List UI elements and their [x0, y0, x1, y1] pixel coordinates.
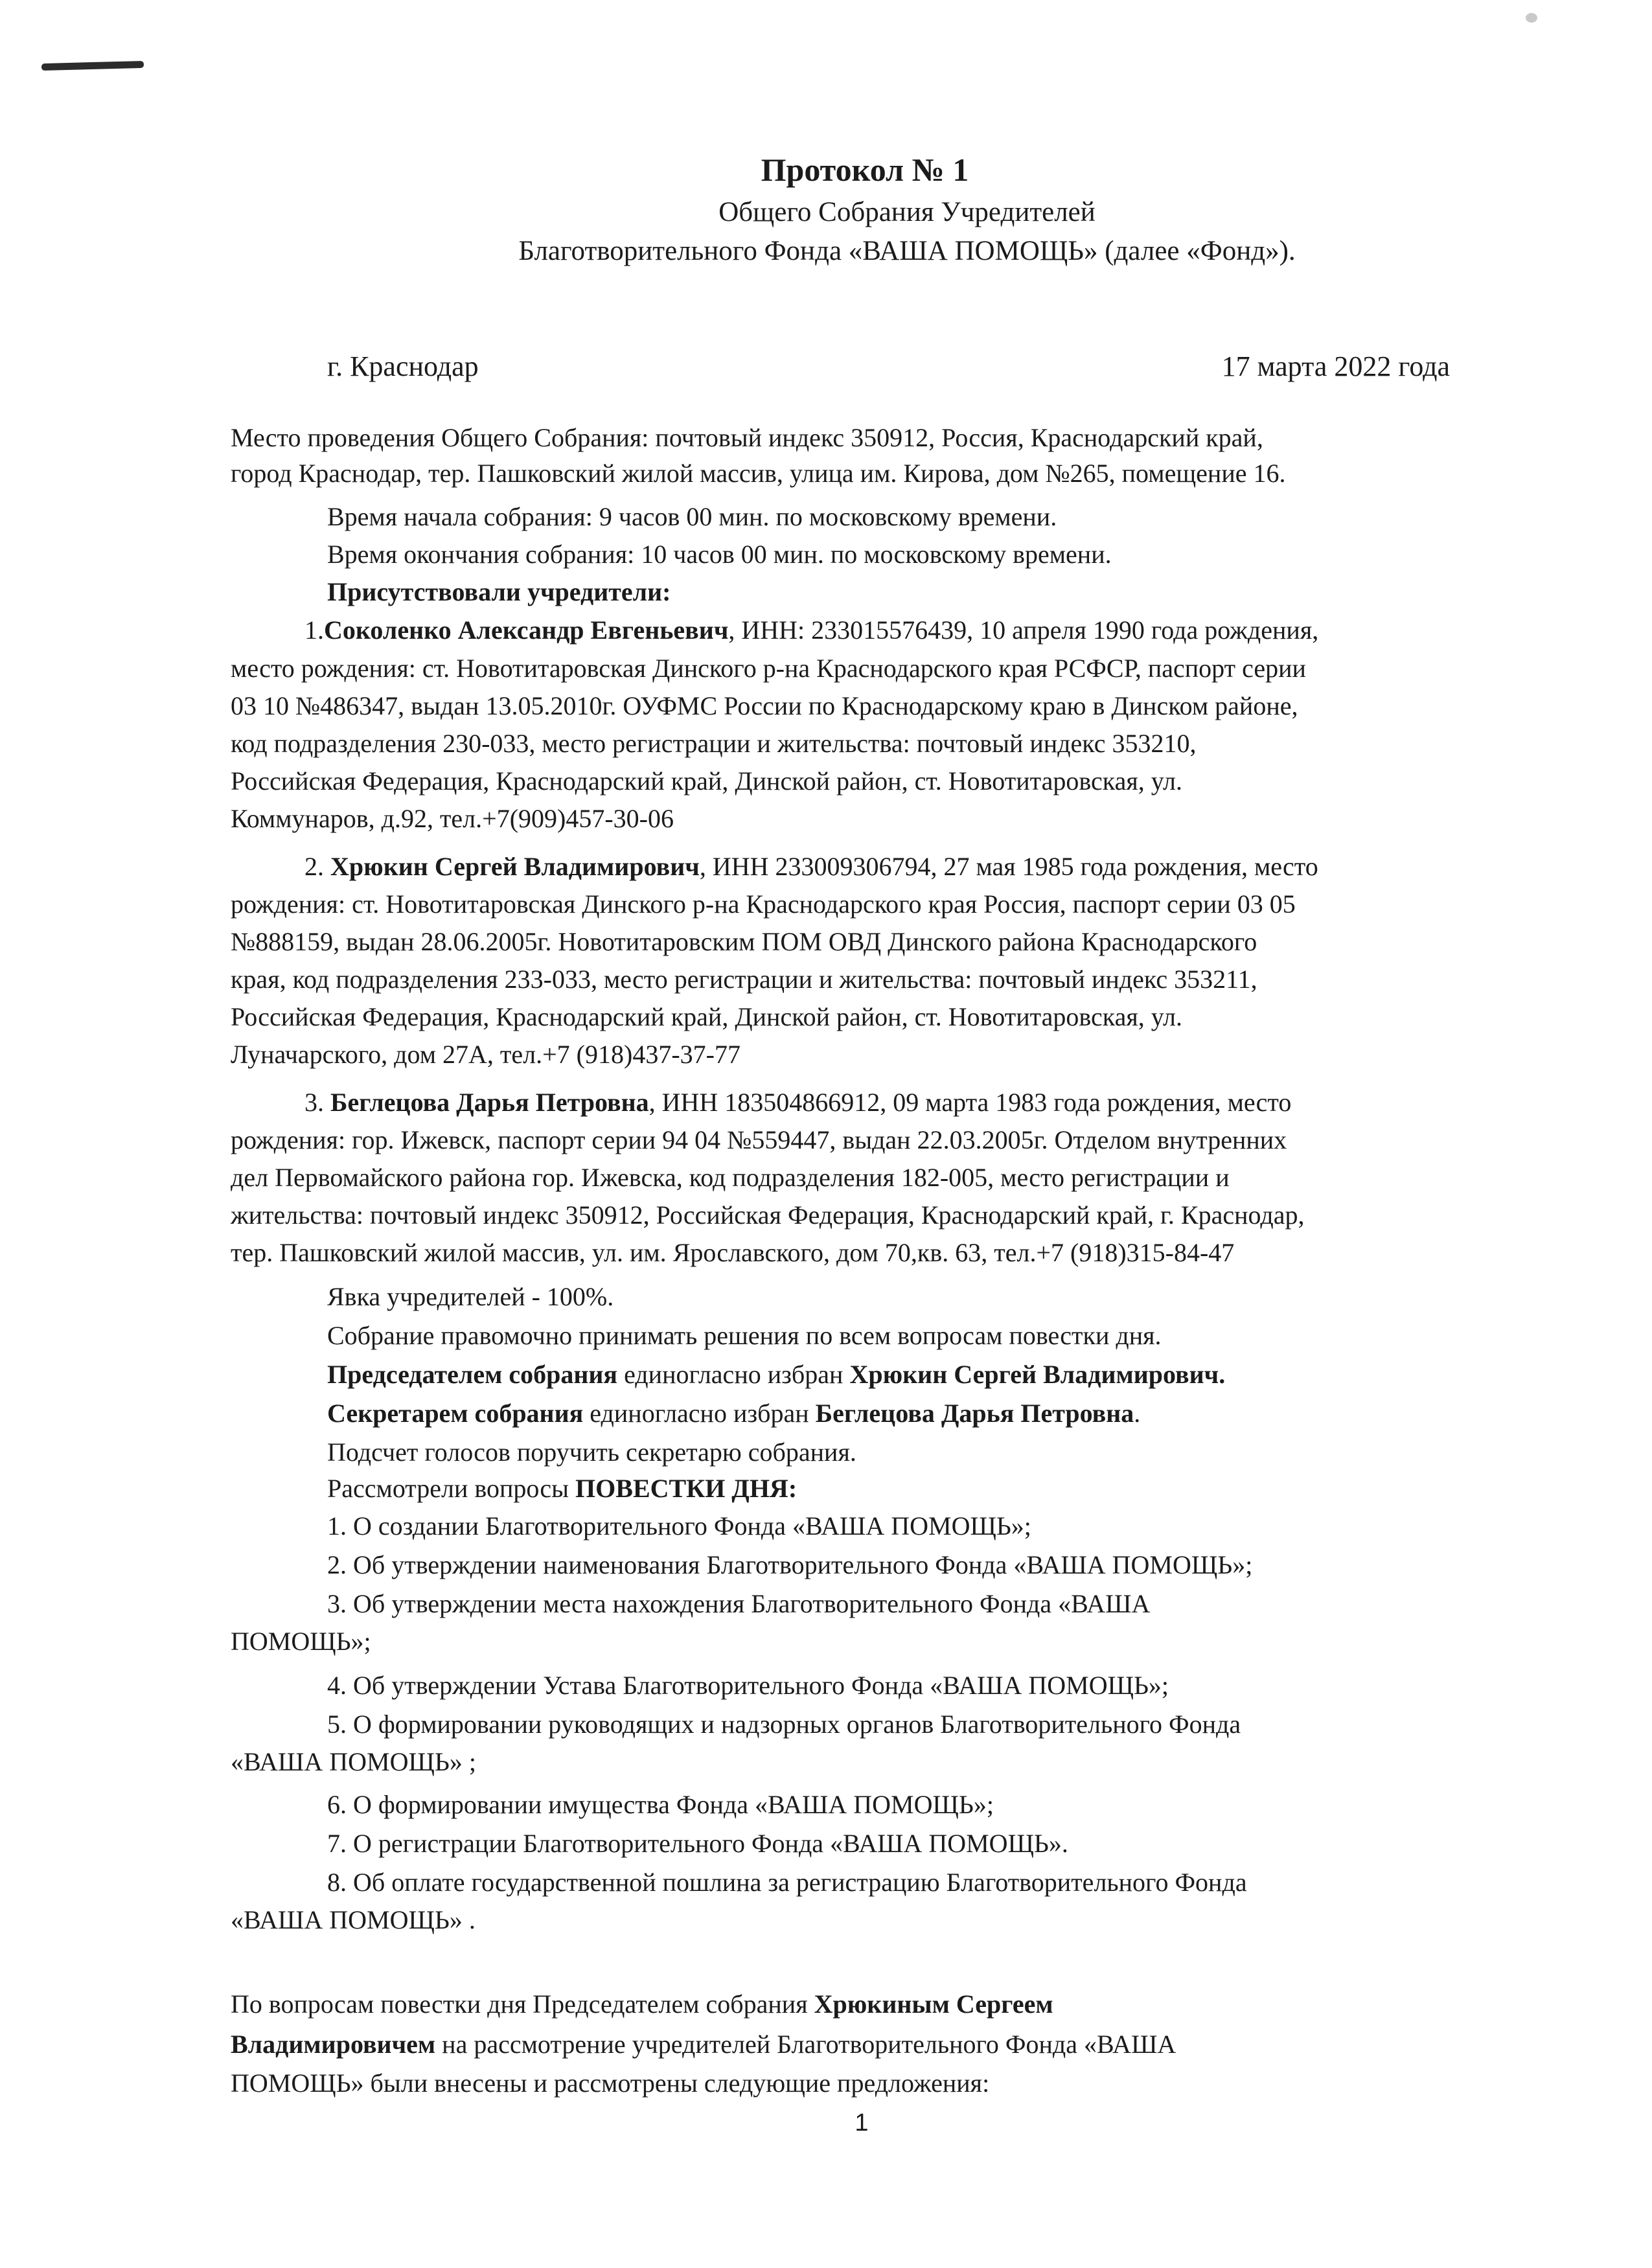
founder-2-line: края, код подразделения 233-033, место регистрации и жительства: почтовый индекс 353211, — [231, 965, 1257, 994]
agenda-item: 7. О регистрации Благотворительного Фонда «ВАША ПОМОЩЬ». — [327, 1829, 1068, 1858]
closing-chair-name: Хрюкиным Сергеем — [814, 1989, 1053, 2019]
attendance: Явка учредителей - 100%. — [327, 1282, 614, 1311]
closing-line — [231, 2028, 1176, 2061]
founder-2-line: Российская Федерация, Краснодарский край, Динской район, ст. Новотитаровская, ул. — [231, 1002, 1182, 1031]
date: 17 марта 2022 года — [1221, 350, 1450, 382]
founder-1-line: 03 10 №486347, выдан 13.05.2010г. ОУФМС России по Краснодарскому краю в Динском районе, — [231, 691, 1298, 720]
founder-2-line: рождения: ст. Новотитаровская Динского р-на Краснодарского края Россия, паспорт серии 03 05 — [231, 889, 1296, 919]
closing-line: ПОМОЩЬ» были внесены и рассмотрены следующие предложения: — [231, 2068, 990, 2098]
quorum: Собрание правомочно принимать решения по всем вопросам повестки дня. — [327, 1321, 1162, 1350]
founder-1-line: место рождения: ст. Новотитаровская Динского р-на Краснодарского края РСФСР, паспорт серии — [231, 654, 1306, 683]
time-start: Время начала собрания: 9 часов 00 мин. по московскому времени. — [327, 502, 1057, 531]
founder-3-name: Беглецова Дарья Петровна — [330, 1088, 649, 1117]
agenda-item: 3. Об утверждении места нахождения Благотворительного Фонда «ВАША — [327, 1589, 1151, 1618]
agenda-intro-text: Рассмотрели вопросы — [327, 1474, 576, 1503]
founder-2-num: 2. — [304, 852, 330, 881]
agenda-item: 8. Об оплате государственной пошлина за регистрацию Благотворительного Фонда — [327, 1868, 1247, 1897]
founder-3-line: тер. Пашковский жилой массив, ул. им. Ярославского, дом 70,кв. 63, тел.+7 (918)315-84-47 — [231, 1238, 1235, 1267]
founder-3-line: рождения: гор. Ижевск, паспорт серии 94 04 №559447, выдан 22.03.2005г. Отделом внутренних — [231, 1125, 1287, 1154]
scan-speck — [1526, 13, 1537, 23]
place-line: Место проведения Общего Собрания: почтовый индекс 350912, Россия, Краснодарский край, — [231, 423, 1263, 452]
agenda-intro — [327, 1472, 797, 1506]
present-heading: Присутствовали учредители: — [327, 577, 671, 606]
founder-3-line: жительства: почтовый индекс 350912, Российская Федерация, Краснодарский край, г. Краснодар, — [231, 1200, 1305, 1230]
document-subtitle-1: Общего Собрания Учредителей — [718, 197, 1096, 227]
secretary-label: Секретарем собрания — [327, 1399, 584, 1428]
founder-1-name: Соколенко Александр Евгеньевич — [324, 615, 729, 645]
document-subtitle-2: Благотворительного Фонда «ВАША ПОМОЩЬ» (далее «Фонд»). — [518, 236, 1296, 266]
chair-label: Председателем собрания — [327, 1360, 618, 1389]
founder-1-line: код подразделения 230-033, место регистрации и жительства: почтовый индекс 353210, — [231, 729, 1197, 758]
founder-3-line — [304, 1086, 1291, 1119]
closing-text: на рассмотрение учредителей Благотворительного Фонда «ВАША — [435, 2030, 1176, 2059]
secretary-mid: единогласно избран — [583, 1399, 816, 1428]
founder-2-details: , ИНН 233009306794, 27 мая 1985 года рождения, место — [699, 852, 1318, 881]
closing-text: По вопросам повестки дня Председателем собрания — [231, 1989, 814, 2019]
scan-mark — [41, 61, 144, 71]
agenda-item: 2. Об утверждении наименования Благотворительного Фонда «ВАША ПОМОЩЬ»; — [327, 1550, 1253, 1579]
agenda-item: 4. Об утверждении Устава Благотворительного Фонда «ВАША ПОМОЩЬ»; — [327, 1671, 1169, 1700]
secretary-line — [327, 1397, 1140, 1430]
page-number: 1 — [855, 2109, 869, 2136]
agenda-item: «ВАША ПОМОЩЬ» . — [231, 1905, 476, 1934]
founder-3-num: 3. — [304, 1088, 330, 1117]
agenda-item: ПОМОЩЬ»; — [231, 1627, 371, 1656]
time-end: Время окончания собрания: 10 часов 00 мин. по московскому времени. — [327, 540, 1112, 569]
secretary-name: Беглецова Дарья Петровна — [815, 1399, 1134, 1428]
founder-1-line: Российская Федерация, Краснодарский край, Динской район, ст. Новотитаровская, ул. — [231, 766, 1182, 796]
agenda-item: 1. О создании Благотворительного Фонда «ВАША ПОМОЩЬ»; — [327, 1511, 1031, 1541]
chair-name: Хрюкин Сергей Владимирович. — [849, 1360, 1226, 1389]
agenda-item: 5. О формировании руководящих и надзорных органов Благотворительного Фонда — [327, 1710, 1241, 1739]
founder-2-line: №888159, выдан 28.06.2005г. Новотитаровским ПОМ ОВД Динского района Краснодарского — [231, 927, 1257, 956]
founder-1-line — [304, 613, 1318, 647]
vote-count: Подсчет голосов поручить секретарю собрания. — [327, 1438, 856, 1467]
founder-2-name: Хрюкин Сергей Владимирович — [330, 852, 700, 881]
founder-2-line: Луначарского, дом 27А, тел.+7 (918)437-37-77 — [231, 1040, 740, 1069]
city: г. Краснодар — [327, 350, 479, 382]
founder-2-line — [304, 850, 1318, 884]
agenda-item: 6. О формировании имущества Фонда «ВАША ПОМОЩЬ»; — [327, 1790, 994, 1819]
closing-line — [231, 1987, 1053, 2021]
founder-3-details: , ИНН 183504866912, 09 марта 1983 года рождения, место — [648, 1088, 1292, 1117]
secretary-end: . — [1134, 1399, 1141, 1428]
founder-1-line: Коммунаров, д.92, тел.+7(909)457-30-06 — [231, 804, 674, 833]
agenda-intro-bold: ПОВЕСТКИ ДНЯ: — [575, 1474, 797, 1503]
place-line: город Краснодар, тер. Пашковский жилой массив, улица им. Кирова, дом №265, помещение 16. — [231, 459, 1286, 488]
chair-mid: единогласно избран — [617, 1360, 850, 1389]
agenda-item: «ВАША ПОМОЩЬ» ; — [231, 1747, 476, 1776]
founder-1-num: 1. — [304, 615, 324, 645]
document-title: Протокол № 1 — [761, 152, 969, 188]
founder-1-details: , ИНН: 233015576439, 10 апреля 1990 года рождения, — [728, 615, 1319, 645]
closing-chair-name: Владимировичем — [231, 2030, 436, 2059]
founder-3-line: дел Первомайского района гор. Ижевска, код подразделения 182-005, место регистрации и — [231, 1163, 1230, 1192]
chair-line — [327, 1358, 1225, 1392]
